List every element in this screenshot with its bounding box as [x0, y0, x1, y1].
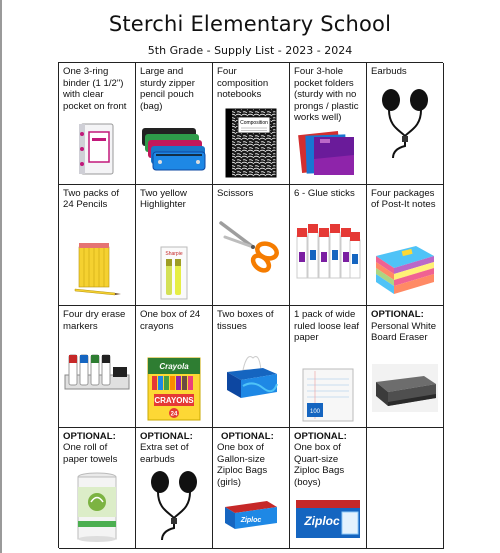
paper-count-text: 100 [309, 408, 321, 415]
paper-towels-icon [59, 470, 135, 544]
supply-label: Four dry erase markers [63, 309, 126, 332]
crayons-count-text: 24 [170, 411, 178, 417]
pencil-pouch-icon [136, 118, 212, 180]
highlighter-icon [136, 245, 212, 301]
supply-label: Personal White Board Eraser [371, 320, 437, 343]
supply-label: 6 - Glue sticks [294, 187, 355, 199]
supply-cell-dry-erase-markers [59, 306, 136, 428]
supply-cell-empty [367, 428, 444, 550]
post-it-notes-icon [367, 239, 443, 301]
supply-cell-post-it-notes [367, 185, 444, 307]
supply-label: Two yellow Highlighter [140, 187, 187, 210]
page-subtitle: 5th Grade - Supply List - 2023 - 2024 [147, 44, 353, 57]
crayons-icon [136, 355, 212, 423]
crayons-brand-text: Crayola [159, 361, 189, 371]
supply-cell-whiteboard-eraser [367, 306, 444, 428]
supply-cell-composition-notebooks [213, 63, 290, 185]
supply-cell-binder [59, 63, 136, 185]
supply-label: Two packs of 24 Pencils [63, 187, 119, 210]
earbuds-icon [367, 86, 443, 160]
crayons-name-text: CRAYONS [154, 395, 194, 405]
supply-cell-tissues [213, 306, 290, 428]
supply-label: Scissors [217, 187, 254, 199]
supply-label: Extra set of earbuds [140, 442, 189, 465]
supply-cell-ziploc-gallon [213, 428, 290, 550]
supply-cell-paper-towels [59, 428, 136, 550]
ziploc-gallon-brand: Ziploc [240, 517, 262, 524]
supply-cell-glue-sticks [290, 185, 367, 307]
ziploc-quart-brand: Ziploc [304, 514, 340, 528]
page-title: Sterchi Elementary School [108, 12, 392, 36]
supply-cell-highlighter [136, 185, 213, 307]
glue-sticks-icon [290, 217, 366, 281]
optional-tag: OPTIONAL: [63, 430, 116, 442]
composition-notebook-icon [213, 106, 289, 180]
supply-label: 1 pack of wide ruled loose leaf paper [294, 309, 360, 343]
loose-leaf-paper-icon [290, 367, 366, 423]
supply-label: One 3-ring binder (1 1/2") with clear pocket on front [63, 66, 127, 112]
supply-label: Four composition notebooks [217, 66, 269, 100]
optional-tag: OPTIONAL: [371, 309, 424, 320]
supply-label: Two boxes of tissues [217, 309, 274, 332]
supply-grid [58, 62, 443, 548]
supply-label: Four 3-hole pocket folders (sturdy with no prongs / plastic works well) [294, 66, 359, 123]
whiteboard-eraser-icon [367, 357, 443, 419]
dry-erase-markers-icon [59, 347, 135, 397]
supply-cell-earbuds [367, 63, 444, 185]
optional-tag: OPTIONAL: [221, 430, 274, 442]
supply-cell-loose-leaf-paper [290, 306, 367, 428]
optional-tag: OPTIONAL: [140, 430, 193, 442]
highlighter-brand-text: Sharpie [165, 251, 183, 257]
binder-icon [59, 118, 135, 180]
supply-label: One roll of paper towels [63, 442, 118, 465]
optional-tag: OPTIONAL: [294, 430, 347, 442]
earbuds-icon [136, 468, 212, 542]
notebook-label-text: Composition [240, 119, 268, 126]
tissue-box-icon [213, 345, 289, 407]
supply-cell-ziploc-quart [290, 428, 367, 550]
page-edge [0, 0, 2, 553]
pencils-icon [59, 239, 135, 301]
ziploc-gallon-icon [213, 494, 289, 534]
supply-cell-pencils [59, 185, 136, 307]
supply-label: One box of Gallon-size Ziploc Bags (girls) [217, 442, 268, 488]
supply-cell-pencil-pouch [136, 63, 213, 185]
pocket-folders-icon [290, 130, 366, 180]
supply-cell-crayons [136, 306, 213, 428]
supply-cell-scissors [213, 185, 290, 307]
supply-label: One box of 24 crayons [140, 309, 201, 332]
supply-cell-extra-earbuds [136, 428, 213, 550]
supply-label: One box of Quart-size Ziploc Bags (boys) [294, 442, 345, 488]
supply-label: Earbuds [371, 66, 407, 77]
supply-label: Four packages of Post-It notes [371, 187, 436, 210]
supply-cell-pocket-folders [290, 63, 367, 185]
scissors-icon [213, 215, 289, 275]
ziploc-quart-icon [290, 494, 366, 542]
supply-label: Large and sturdy zipper pencil pouch (bag) [140, 66, 195, 112]
